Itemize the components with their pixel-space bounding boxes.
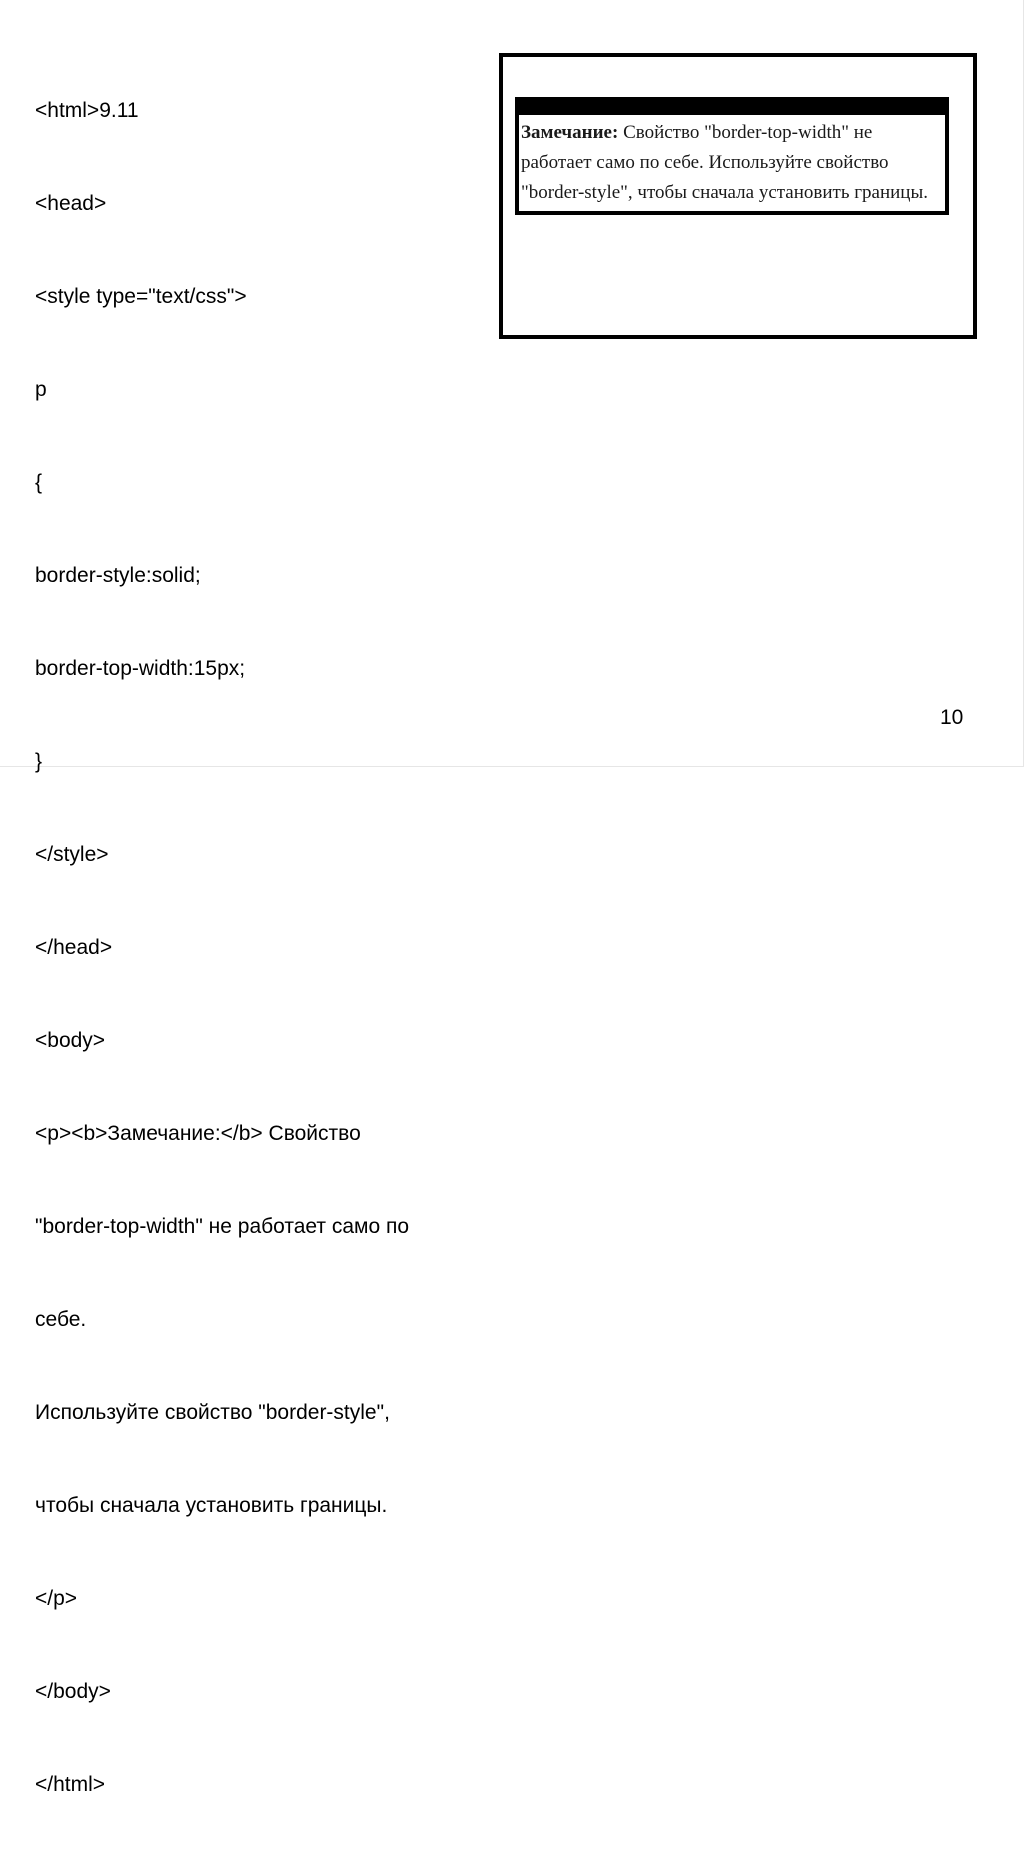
code-line: себе. <box>35 1308 87 1331</box>
code-line: "border-top-width" не работает само по <box>35 1215 410 1238</box>
preview-text: Свойство "border-top-width" не работает само по себе. Используйте свойство "border-style", чтобы сначала установить границы. <box>521 122 928 203</box>
browser-preview <box>499 53 977 339</box>
code-line: чтобы сначала установить границы. <box>35 1494 388 1517</box>
code-line: <p><b>Замечание:</b> Свойство <box>35 1122 361 1145</box>
code-line: </head> <box>35 936 113 959</box>
code-line: border-style:solid; <box>35 564 201 587</box>
slide-number: 10 <box>940 706 964 729</box>
code-line: </html> <box>35 1773 106 1796</box>
preview-bold-label: Замечание: <box>521 122 619 143</box>
code-line: { <box>35 471 43 494</box>
preview-paragraph <box>515 97 949 215</box>
code-listing <box>35 33 505 1862</box>
code-line: <body> <box>35 1029 106 1052</box>
code-line: } <box>35 750 43 773</box>
code-line: p <box>35 378 47 401</box>
code-line: <html>9.11 <box>35 99 139 122</box>
code-line: </p> <box>35 1587 78 1610</box>
code-line: <style type="text/css"> <box>35 285 247 308</box>
code-line: </style> <box>35 843 109 866</box>
code-line: </body> <box>35 1680 111 1703</box>
code-line: border-top-width:15px; <box>35 657 246 680</box>
code-line: Используйте свойство "border-style", <box>35 1401 390 1424</box>
code-line: <head> <box>35 192 107 215</box>
